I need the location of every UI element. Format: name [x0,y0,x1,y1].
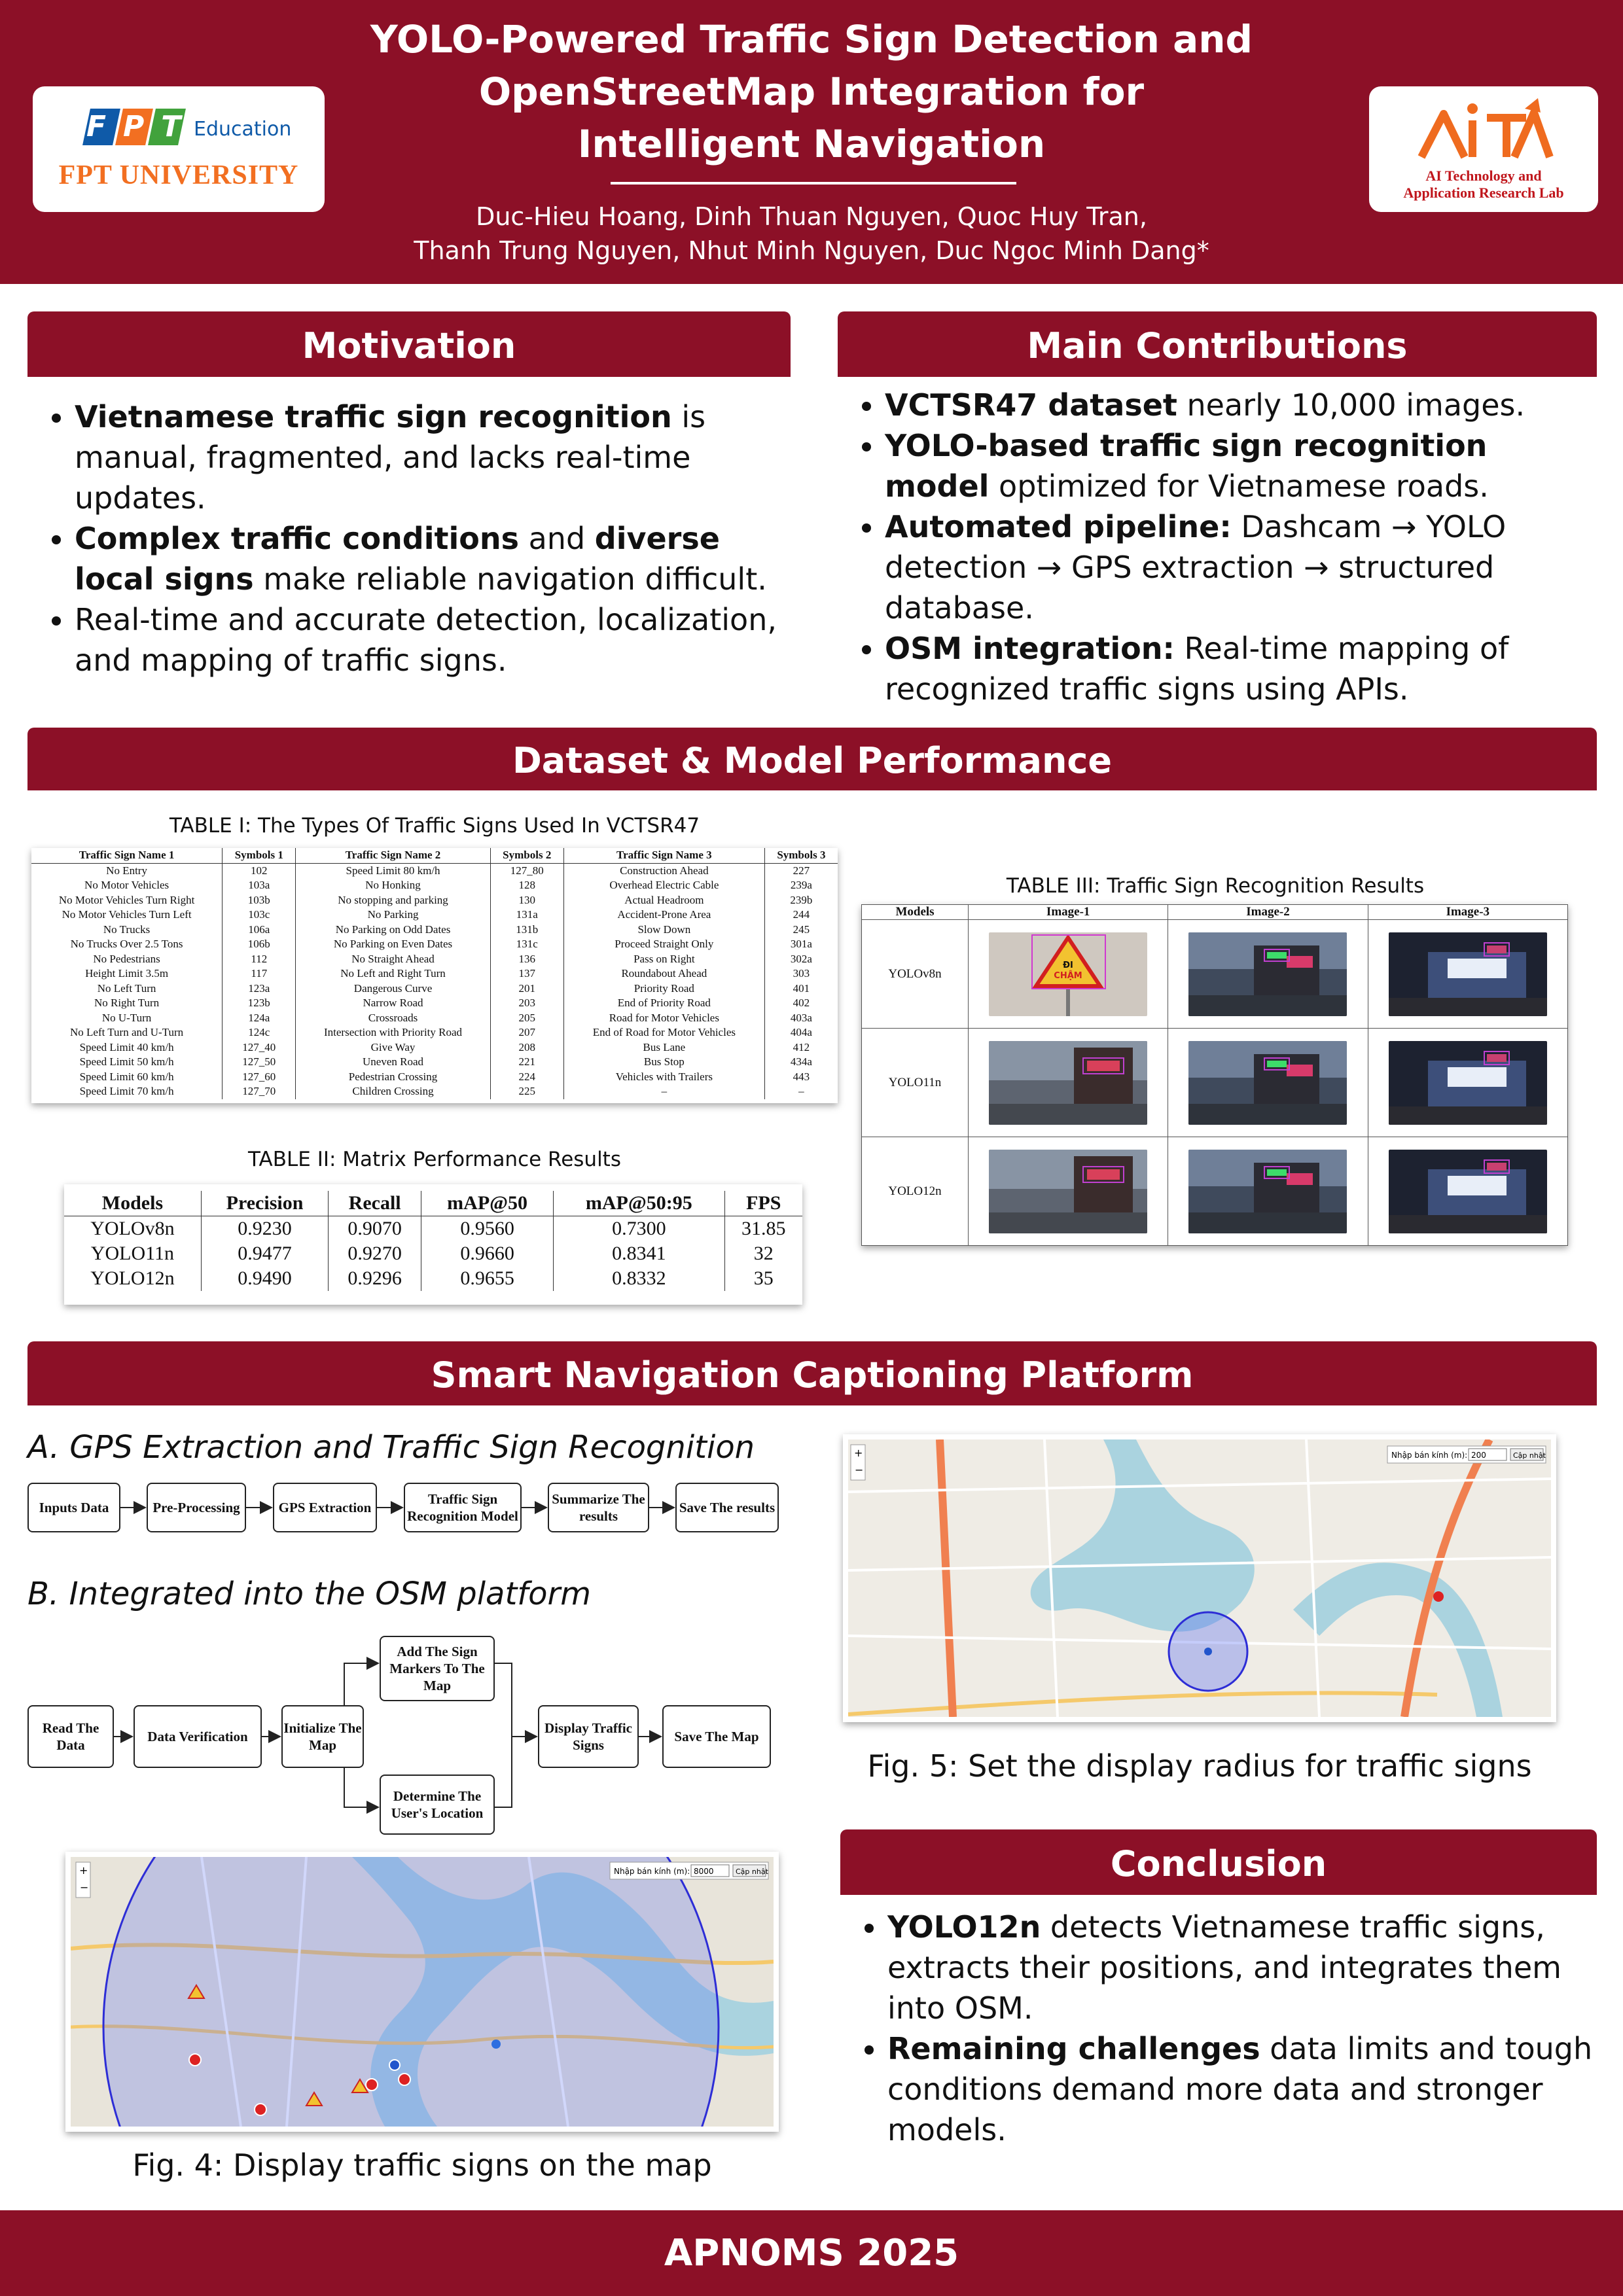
table1-cell: 245 [764,923,838,938]
table1-cell: Roundabout Ahead [563,966,764,981]
table1-cell: Speed Limit 70 km/h [79,1085,174,1097]
result-image-cell [1368,1137,1567,1246]
table1-cell: 131c [490,937,563,952]
detection-result-image [1188,932,1347,1016]
table1-cell: 434a [764,1055,838,1070]
fig4-osm-map[interactable] [71,1857,774,2127]
table1-cell: – [563,1084,764,1099]
svg-text:Cập nhật: Cập nhật [736,1867,768,1876]
table1-cell: End of Road for Motor Vehicles [563,1025,764,1040]
author-list [275,200,1348,268]
table-row [31,1011,838,1026]
table1-cell: Dangerous Curve [296,981,490,997]
table-row [31,1040,838,1055]
flow-add-markers: Add The Sign Markers To The Map [380,1636,495,1701]
table2-cell: 35 [724,1266,802,1291]
result-image-cell [969,1029,1168,1137]
title-line-2: OpenStreetMap Integration for [478,69,1145,114]
table2-cell: 0.9477 [201,1241,328,1266]
table2-cell: 0.9070 [329,1216,421,1242]
title-line-1: YOLO-Powered Traffic Sign Detection and [370,17,1253,62]
table1-cell: 130 [490,893,563,908]
detection-result-image [1389,1150,1547,1233]
flow-b-diagram [27,1636,780,1832]
flow-initialize-map: Initialize The Map [281,1705,364,1768]
table1-cell: Pedestrian Crossing [296,1070,490,1085]
table2-cell: 0.8332 [554,1266,724,1291]
table1-cell: 106b [223,937,296,952]
table1-cell: 221 [490,1055,563,1070]
table1-cell: 201 [490,981,563,997]
table2-cell: 32 [724,1241,802,1266]
aita-lab-logo [1369,86,1598,212]
table-row [862,920,1568,1029]
table1-cell: Uneven Road [296,1055,490,1070]
flow-pre-processing: Pre-Processing [147,1483,246,1532]
table2-cell: 0.9490 [201,1266,328,1291]
title-line-3: Intelligent Navigation [577,122,1046,166]
table1-cell: 127_40 [223,1040,296,1055]
detection-result-image [1389,1041,1547,1125]
motivation-item-2: • Complex traffic conditions and diverse local signs make reliable navigation difficult. [75,518,800,599]
result-image-cell [1168,920,1368,1029]
table1-header: Traffic Sign Name 1 [31,848,223,863]
table1-cell: Overhead Electric Cable [563,878,764,893]
svg-text:+: + [854,1447,863,1459]
contributions-header [838,311,1597,377]
table1-cell: Speed Limit 60 km/h [79,1070,174,1083]
dataset-header [27,728,1597,790]
table1-cell: 443 [764,1070,838,1085]
table2-cell: 0.9560 [421,1216,554,1242]
detection-result-image [1389,932,1547,1016]
conclusion-item-1: • YOLO12n detects Vietnamese traffic signs, extracts their positions, and integrates them into OSM. [887,1907,1597,2028]
table1-cell: Construction Ahead [563,863,764,878]
table-row [31,1084,838,1099]
table1-cell: Proceed Straight Only [563,937,764,952]
flow-save-map: Save The Map [662,1705,771,1768]
table1-cell: 208 [490,1040,563,1055]
flow-read-data: Read The Data [27,1705,114,1768]
table1-cell: 244 [764,908,838,923]
table-row [31,996,838,1011]
table2-cell: YOLO12n [90,1267,175,1289]
table3-header: Image-1 [969,905,1168,920]
performance-table [64,1191,802,1291]
table1-header: Traffic Sign Name 3 [563,848,764,863]
flow-inputs-data: Inputs Data [27,1483,120,1532]
svg-text:+: + [79,1864,88,1877]
table1-cell: 128 [490,878,563,893]
fig5-caption: Fig. 5: Set the display radius for traffic signs [867,1748,1532,1784]
conclusion-body [840,1907,1597,2150]
table1-cell: 404a [764,1025,838,1040]
flow-summarize-results: Summarize The results [548,1483,649,1532]
table-row [64,1241,802,1266]
table2-cell: 0.9655 [421,1266,554,1291]
model-name-cell: YOLO11n [862,1029,969,1137]
table1-cell: 301a [764,937,838,952]
flow-user-location: Determine The User's Location [380,1775,495,1835]
fpt-university-logo [33,86,325,212]
result-image-cell [1368,920,1567,1029]
table1-cell: End of Priority Road [563,996,764,1011]
table1-cell: No Left and Right Turn [296,966,490,981]
contributions-body [838,385,1597,709]
authors-line-1: Duc-Hieu Hoang, Dinh Thuan Nguyen, Quoc Huy Tran, [476,202,1147,231]
table-row [862,1029,1568,1137]
table1-cell: No Parking on Odd Dates [296,923,490,938]
svg-text:−: − [80,1881,89,1894]
table1-cell: Accident-Prone Area [563,908,764,923]
svg-text:200: 200 [1471,1451,1486,1460]
table1-cell: 205 [490,1011,563,1026]
table1-cell: Children Crossing [296,1084,490,1099]
subsection-a-title: A. GPS Extraction and Traffic Sign Recognition [27,1429,755,1466]
svg-text:Nhập bán kính (m):: Nhập bán kính (m): [614,1867,690,1876]
authors-line-2: Thanh Trung Nguyen, Nhut Minh Nguyen, Duc Ngoc Minh Dang* [414,236,1209,265]
table-row [31,908,838,923]
table1-cell: 239b [764,893,838,908]
table1-cell: 207 [490,1025,563,1040]
table2-header: Recall [329,1191,421,1216]
table-row [31,893,838,908]
table2-header: Models [64,1191,201,1216]
table1-cell: No stopping and parking [296,893,490,908]
table-row [31,923,838,938]
table1-cell: 131b [490,923,563,938]
table1-cell: No Entry [106,864,147,877]
table1-cell: 302a [764,952,838,967]
table2-panel [64,1184,802,1305]
table-row [31,937,838,952]
table1-cell: Speed Limit 40 km/h [79,1040,174,1053]
svg-text:Nhập bán kính (m):: Nhập bán kính (m): [1391,1451,1468,1460]
table1-cell: 102 [223,863,296,878]
recognition-results-table [861,904,1568,1246]
svg-text:8000: 8000 [694,1867,714,1876]
table1-cell: No Straight Ahead [296,952,490,967]
table1-cell: 127_60 [223,1070,296,1085]
detection-result-image [989,1150,1147,1233]
flow-save-results: Save The results [675,1483,779,1532]
table1-cell: Height Limit 3.5m [85,967,169,980]
table1-cell: No Motor Vehicles Turn Left [62,908,192,921]
table1-cell: No Parking on Even Dates [296,937,490,952]
svg-text:Cập nhật: Cập nhật [1513,1451,1546,1460]
table2-cell: YOLOv8n [90,1218,175,1239]
svg-text:−: − [855,1464,864,1476]
table1-cell: No Motor Vehicles [84,879,169,891]
table2-caption: TABLE II: Matrix Performance Results [248,1148,621,1171]
aita-mark-icon [1410,94,1558,165]
contribution-item-4: • OSM integration: Real-time mapping of recognized traffic signs using APIs. [885,628,1597,709]
table1-cell: Slow Down [563,923,764,938]
table1-cell: 127_70 [223,1084,296,1099]
contribution-item-3: • Automated pipeline: Dashcam → YOLO detection → GPS extraction → structured database. [885,506,1597,628]
platform-heading: Smart Navigation Captioning Platform [431,1354,1194,1396]
table1-cell: Speed Limit 80 km/h [296,863,490,878]
contribution-item-2: • YOLO-based traffic sign recognition model optimized for Vietnamese roads. [885,425,1597,506]
table1-cell: 131a [490,908,563,923]
table1-cell: 123a [223,981,296,997]
detection-result-image [989,1041,1147,1125]
table2-cell: 0.9270 [329,1241,421,1266]
table1-cell: Road for Motor Vehicles [563,1011,764,1026]
table-row [862,1137,1568,1246]
table1-header: Symbols 3 [764,848,838,863]
table2-header: mAP@50 [421,1191,554,1216]
conclusion-header [840,1829,1597,1895]
table2-header: Precision [201,1191,328,1216]
dataset-heading: Dataset & Model Performance [512,740,1113,781]
table1-cell: No Honking [296,878,490,893]
table1-cell: Pass on Right [563,952,764,967]
table1-cell: Give Way [296,1040,490,1055]
table1-cell: 224 [490,1070,563,1085]
table-row [64,1266,802,1291]
table1-cell: 117 [223,966,296,981]
table1-cell: 225 [490,1084,563,1099]
table1-cell: 127_50 [223,1055,296,1070]
table3-panel [861,904,1568,1246]
result-image-cell [969,920,1168,1029]
table-row [31,1055,838,1070]
table-row [31,981,838,997]
table1-header: Symbols 1 [223,848,296,863]
table2-cell: 0.7300 [554,1216,724,1242]
table1-cell: No Trucks Over 2.5 Tons [70,938,183,950]
platform-header [27,1341,1597,1405]
fpt-mark: FPT [86,106,185,148]
table1-cell: 106a [223,923,296,938]
table1-cell: 239a [764,878,838,893]
table1-cell: 303 [764,966,838,981]
table1-cell: No Right Turn [94,997,160,1009]
result-image-cell [1168,1137,1368,1246]
poster-title [314,13,1309,170]
motivation-header [27,311,791,377]
title-divider [611,182,1016,185]
table1-cell: 403a [764,1011,838,1026]
table1-cell: 103a [223,878,296,893]
table1-cell: 136 [490,952,563,967]
table2-header: mAP@50:95 [554,1191,724,1216]
aita-lab-name: AI Technology and Application Research Lab [1403,168,1564,201]
result-image-cell [1168,1029,1368,1137]
contributions-heading: Main Contributions [1027,325,1408,366]
fig5-map-panel [843,1434,1556,1722]
table-row [31,952,838,967]
table1-cell: 123b [223,996,296,1011]
flow-gps-extraction: GPS Extraction [273,1483,377,1532]
table1-panel [31,848,838,1103]
conclusion-item-2: • Remaining challenges data limits and tough conditions demand more data and stronger models. [887,2028,1597,2150]
table-row [31,1025,838,1040]
motivation-item-3: • Real-time and accurate detection, localization, and mapping of traffic signs. [75,599,800,680]
table-row [31,878,838,893]
table1-cell: 112 [223,952,296,967]
table1-cell: Actual Headroom [563,893,764,908]
flow-a-diagram [27,1480,780,1535]
contribution-item-1: • VCTSR47 dataset nearly 10,000 images. [885,385,1597,425]
footer-text: APNOMS 2025 [664,2232,959,2274]
table1-cell: 127_80 [490,863,563,878]
fig4-caption: Fig. 4: Display traffic signs on the map [132,2147,712,2183]
table1-cell: No Trucks [103,923,151,936]
table-row [31,966,838,981]
fig4-map-panel [65,1852,779,2132]
table1-cell: 227 [764,863,838,878]
table1-header: Traffic Sign Name 2 [296,848,490,863]
table1-cell: Intersection with Priority Road [296,1025,490,1040]
table1-cell: No Pedestrians [93,952,160,965]
table1-cell: No Left Turn [97,981,156,995]
table3-caption: TABLE III: Traffic Sign Recognition Results [1006,874,1425,898]
table1-cell: No U-Turn [101,1011,152,1024]
table1-cell: 137 [490,966,563,981]
table1-cell: Bus Stop [563,1055,764,1070]
fig5-osm-map[interactable] [848,1439,1551,1717]
table1-cell: 124a [223,1011,296,1026]
traffic-sign-types-table [31,848,838,1099]
flow-display-signs: Display Traffic Signs [538,1705,639,1768]
subsection-b-title: B. Integrated into the OSM platform [27,1576,592,1612]
motivation-heading: Motivation [302,325,516,366]
table1-cell: 412 [764,1040,838,1055]
table1-cell: No Motor Vehicles Turn Right [58,893,195,906]
table-row [64,1216,802,1242]
fpt-brand-text: Education [194,118,292,141]
flow-data-verification: Data Verification [134,1705,262,1768]
table1-cell: 401 [764,981,838,997]
result-image-cell [969,1137,1168,1246]
table2-cell: 0.9230 [201,1216,328,1242]
detection-result-image [1188,1150,1347,1233]
table1-cell: – [764,1084,838,1099]
table2-cell: 0.8341 [554,1241,724,1266]
model-name-cell: YOLOv8n [862,920,969,1029]
table1-cell: 203 [490,996,563,1011]
table3-header: Image-3 [1368,905,1567,920]
table1-cell: Speed Limit 50 km/h [79,1055,174,1068]
fpt-university-text: FPT UNIVERSITY [58,160,299,190]
svg-text:CHẬM: CHẬM [1054,970,1082,981]
table1-cell: 124c [223,1025,296,1040]
poster-footer [0,2210,1623,2296]
detection-result-image [1188,1041,1347,1125]
svg-text:ĐI: ĐI [1063,960,1074,970]
table2-header: FPS [724,1191,802,1216]
table1-cell: No Left Turn and U-Turn [69,1026,184,1038]
table2-cell: 0.9296 [329,1266,421,1291]
table1-cell: 103c [223,908,296,923]
detection-result-image [989,932,1147,1016]
table2-cell: YOLO11n [90,1243,175,1264]
table3-header: Image-2 [1168,905,1368,920]
table-row [31,863,838,878]
table1-cell: No Parking [296,908,490,923]
table1-caption: TABLE I: The Types Of Traffic Signs Used In VCTSR47 [169,814,700,838]
table1-cell: Bus Lane [563,1040,764,1055]
table1-cell: Crossroads [296,1011,490,1026]
table1-cell: 103b [223,893,296,908]
table2-cell: 31.85 [724,1216,802,1242]
table1-cell: Narrow Road [296,996,490,1011]
table-row [31,1070,838,1085]
table1-cell: Priority Road [563,981,764,997]
result-image-cell [1368,1029,1567,1137]
flow-recognition-model: Traffic Sign Recognition Model [404,1483,522,1532]
motivation-item-1: • Vietnamese traffic sign recognition is manual, fragmented, and lacks real-time updates. [75,397,800,518]
table1-header: Symbols 2 [490,848,563,863]
table1-cell: Vehicles with Trailers [563,1070,764,1085]
table3-header: Models [862,905,969,920]
conclusion-heading: Conclusion [1110,1843,1327,1884]
table2-cell: 0.9660 [421,1241,554,1266]
table1-cell: 402 [764,996,838,1011]
motivation-body [27,397,800,680]
model-name-cell: YOLO12n [862,1137,969,1246]
